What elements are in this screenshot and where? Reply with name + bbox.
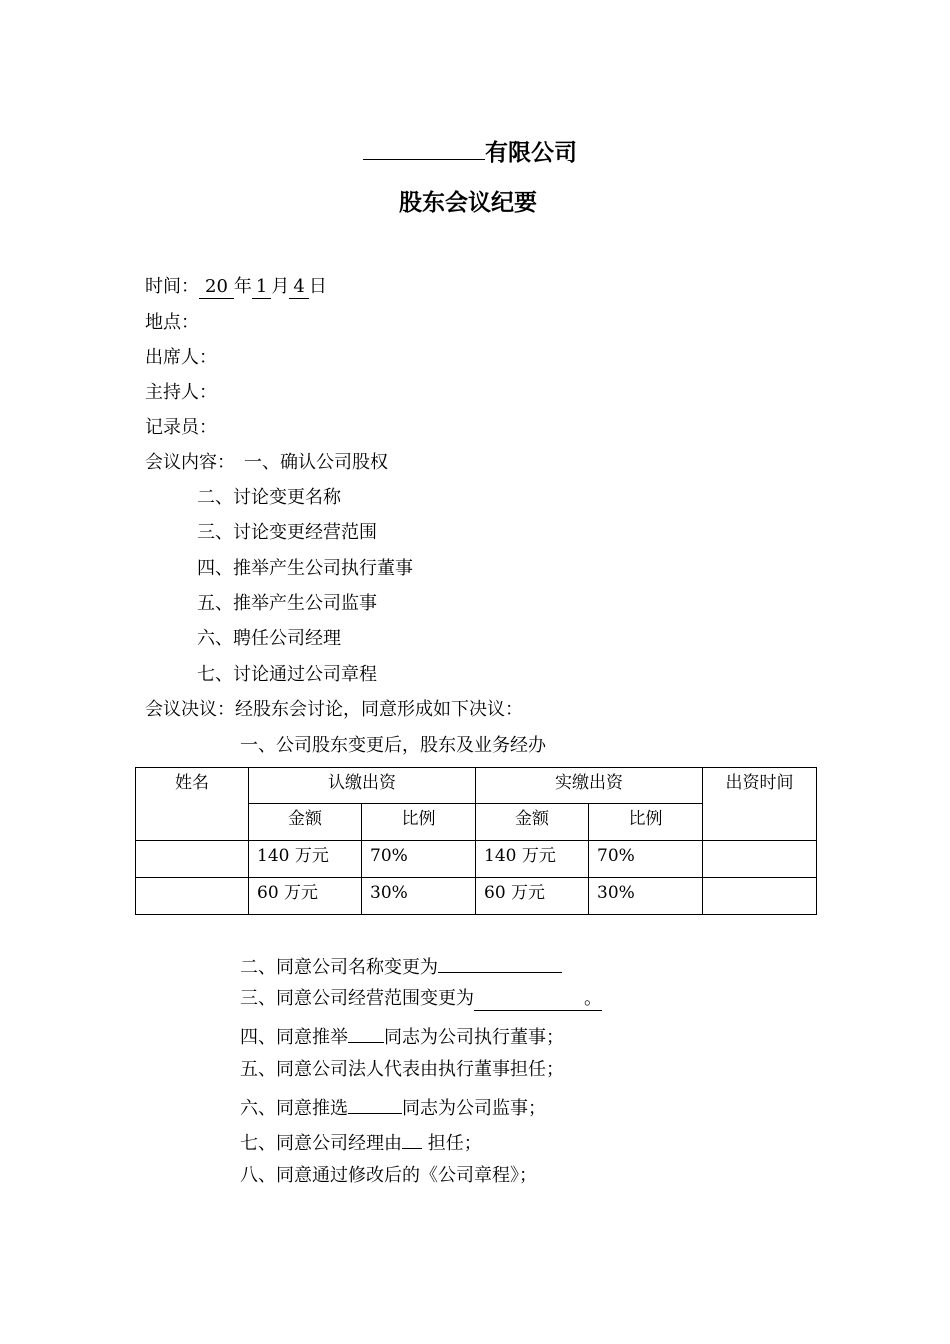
- document-subtitle: 股东会议纪要: [399, 190, 537, 216]
- meeting-host: 主持人：: [145, 382, 217, 403]
- resolution-item-4-post: 同志为公司执行董事；: [384, 1027, 564, 1048]
- resolution-item-3-text: 三、同意公司经营范围变更为: [240, 988, 474, 1009]
- header-time: 出资时间: [703, 768, 817, 841]
- resolution-item-2-text: 二、同意公司名称变更为: [240, 957, 438, 978]
- resolution-item-7: [240, 1128, 482, 1156]
- cell-paid-amount: 60 万元: [476, 878, 589, 915]
- resolution-item-6-post: 同志为公司监事；: [402, 1098, 546, 1119]
- cell-sub-amount: 60 万元: [249, 878, 362, 915]
- resolution-label: 会议决议：经股东会讨论，同意形成如下决议：: [145, 699, 523, 720]
- company-name-blank: [363, 139, 485, 160]
- director-blank: [348, 1022, 384, 1043]
- header-paid: 实缴出资: [476, 768, 703, 804]
- cell-time: [703, 841, 817, 878]
- cell-paid-ratio: 70%: [589, 841, 703, 878]
- agenda-label: 会议内容：: [145, 452, 235, 473]
- header-sub-amount: 金额: [249, 804, 362, 841]
- resolution-item-7-post: 担任；: [422, 1133, 482, 1154]
- cell-time: [703, 878, 817, 915]
- resolution-item-5: 五、同意公司法人代表由执行董事担任；: [240, 1059, 564, 1080]
- resolution-item-6: [240, 1093, 546, 1121]
- meeting-attendees: 出席人：: [145, 347, 217, 368]
- month-value: 1: [252, 276, 271, 299]
- new-name-blank: [438, 952, 562, 973]
- resolution-item-1: 一、公司股东变更后，股东及业务经办: [240, 735, 546, 756]
- day-value: 4: [289, 276, 308, 299]
- resolution-item-8: 八、同意通过修改后的《公司章程》；: [240, 1165, 537, 1186]
- header-name: 姓名: [136, 768, 249, 841]
- agenda-item-6: 六、聘任公司经理: [197, 628, 341, 649]
- header-paid-ratio: 比例: [589, 804, 703, 841]
- day-unit: 日: [308, 276, 327, 297]
- agenda-item-7: 七、讨论通过公司章程: [197, 664, 377, 685]
- resolution-item-7-pre: 七、同意公司经理由: [240, 1133, 402, 1154]
- resolution-item-4: [240, 1022, 564, 1050]
- company-suffix: 有限公司: [485, 140, 577, 166]
- cell-name: [136, 878, 249, 915]
- cell-name: [136, 841, 249, 878]
- resolution-item-4-pre: 四、同意推举: [240, 1027, 348, 1048]
- business-scope-blank: [474, 988, 602, 1011]
- capital-table: [135, 767, 817, 915]
- header-subscribed: 认缴出资: [249, 768, 476, 804]
- cell-paid-amount: 140 万元: [476, 841, 589, 878]
- time-label: 时间：: [145, 276, 199, 297]
- month-unit: 月: [271, 276, 290, 297]
- agenda-item-4: 四、推举产生公司执行董事: [197, 558, 413, 579]
- resolution-item-6-pre: 六、同意推选: [240, 1098, 348, 1119]
- header-sub-ratio: 比例: [362, 804, 476, 841]
- year-unit: 年: [233, 276, 252, 297]
- supervisor-blank: [348, 1093, 402, 1114]
- resolution-item-3: [240, 987, 602, 1011]
- table-row: [136, 878, 817, 915]
- manager-blank: [402, 1128, 422, 1149]
- agenda-item-1: 一、确认公司股权: [244, 452, 388, 473]
- cell-sub-ratio: 30%: [362, 878, 476, 915]
- header-paid-amount: 金额: [476, 804, 589, 841]
- item-3-period: 。: [584, 988, 602, 1009]
- company-title: [363, 134, 577, 167]
- resolution-item-2: [240, 952, 562, 980]
- table-row: [136, 841, 817, 878]
- cell-paid-ratio: 30%: [589, 878, 703, 915]
- agenda-item-2: 二、讨论变更名称: [197, 487, 341, 508]
- agenda-item-5: 五、推举产生公司监事: [197, 593, 377, 614]
- meeting-place: 地点：: [145, 312, 199, 333]
- meeting-time: [145, 275, 327, 299]
- cell-sub-amount: 140 万元: [249, 841, 362, 878]
- cell-sub-ratio: 70%: [362, 841, 476, 878]
- year-value: 20: [199, 276, 234, 299]
- agenda-item-3: 三、讨论变更经营范围: [197, 522, 377, 543]
- meeting-recorder: 记录员：: [145, 417, 217, 438]
